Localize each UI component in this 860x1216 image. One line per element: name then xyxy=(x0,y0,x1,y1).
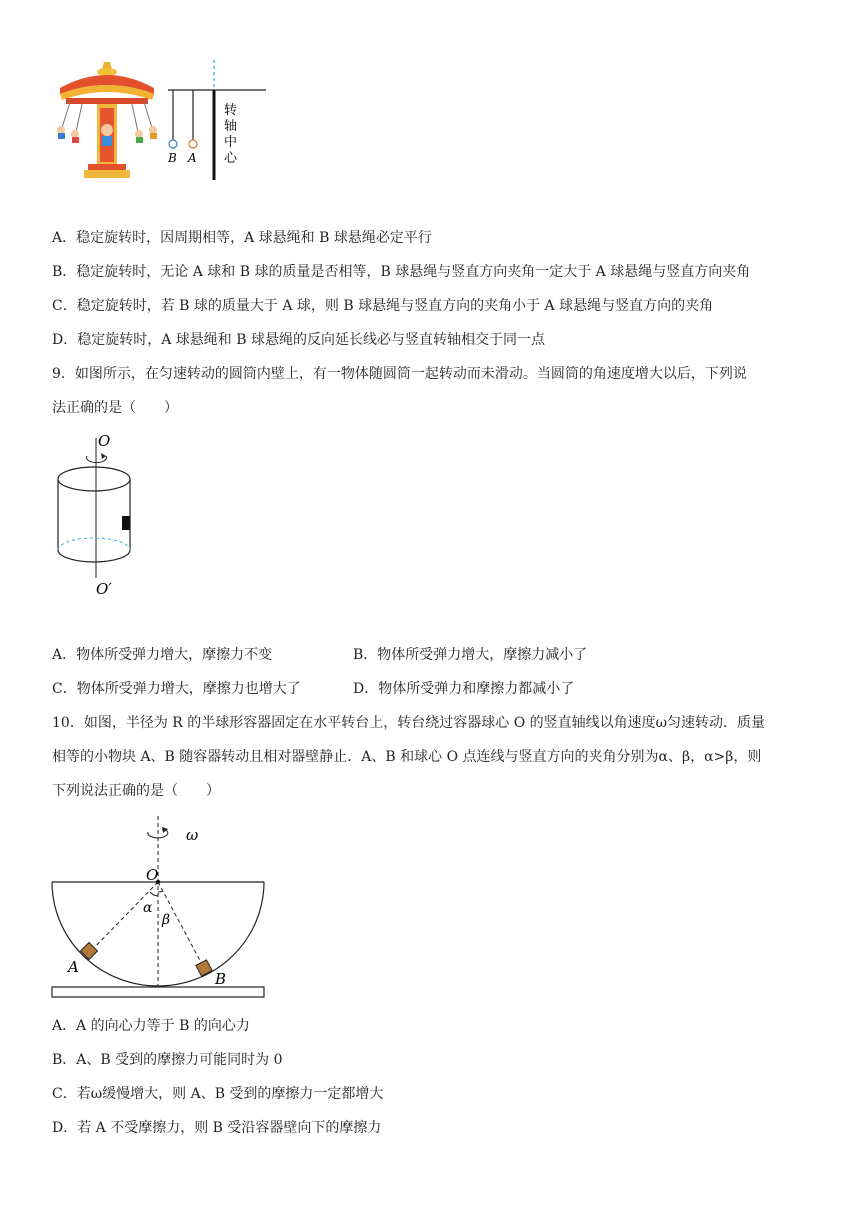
q9-option-d: D．物体所受弹力和摩擦力都减小了 xyxy=(353,681,575,697)
q10-option-d: D．若 A 不受摩擦力，则 B 受沿容器壁向下的摩擦力 xyxy=(52,1120,382,1136)
q8-option-a: A．稳定旋转时，因周期相等，A 球悬绳和 B 球悬绳必定平行 xyxy=(52,230,432,246)
ball-b-label: B xyxy=(168,151,177,165)
q8-option-c: C．稳定旋转时，若 B 球的质量大于 A 球，则 B 球悬绳与竖直方向的夹角小于 A 球悬绳与竖直方向的夹角 xyxy=(52,298,714,314)
q10-stem-line3: 下列说法正确的是（ ） xyxy=(52,783,220,799)
axis-top-label: O xyxy=(98,432,111,450)
q10-option-a: A．A 的向心力等于 B 的向心力 xyxy=(52,1018,250,1034)
omega-label: ω xyxy=(186,826,199,844)
q9-option-c: C．物体所受弹力增大，摩擦力也增大了 xyxy=(52,681,301,697)
block-a-label: A xyxy=(68,958,79,976)
center-o-label: O xyxy=(146,866,159,884)
q9-option-b: B．物体所受弹力增大，摩擦力减小了 xyxy=(353,647,588,663)
q8-option-d: D．稳定旋转时，A 球悬绳和 B 球悬绳的反向延长线必与竖直转轴相交于同一点 xyxy=(52,332,545,348)
q9-stem-line2: 法正确的是（ ） xyxy=(52,400,178,416)
axis-label-char-2: 轴 xyxy=(224,119,238,134)
q9-stem-line1: 9．如图所示，在匀速转动的圆筒内壁上，有一物体随圆筒一起转动而未滑动。当圆筒的角速度增大以后，下列说 xyxy=(52,366,747,382)
beta-label: β xyxy=(162,912,171,928)
axis-bottom-label: O′ xyxy=(96,580,112,598)
q9-option-a: A．物体所受弹力增大，摩擦力不变 xyxy=(52,647,273,663)
axis-label-char-4: 心 xyxy=(224,151,238,166)
conical-pendulum-diagram xyxy=(162,58,272,180)
q10-option-b: B．A、B 受到的摩擦力可能同时为 0 xyxy=(52,1052,283,1068)
q10-option-c: C．若ω缓慢增大，则 A、B 受到的摩擦力一定都增大 xyxy=(52,1086,384,1102)
q8-option-b: B．稳定旋转时，无论 A 球和 B 球的质量是否相等，B 球悬绳与竖直方向夹角一定大于 A 球悬绳与竖直方向夹角 xyxy=(52,264,751,280)
ball-a-label: A xyxy=(188,151,197,165)
axis-label-char-3: 中 xyxy=(224,135,238,150)
block-b-label: B xyxy=(215,970,227,988)
axis-label-char-1: 转 xyxy=(224,103,238,118)
rotating-cylinder-diagram xyxy=(52,432,142,602)
q10-stem-line2: 相等的小物块 A、B 随容器转动且相对器壁静止．A、B 和球心 O 点连线与竖直方向的夹角分别为α、β，α>β，则 xyxy=(52,749,762,765)
alpha-label: α xyxy=(143,900,153,916)
hemisphere-bowl-diagram xyxy=(52,812,268,1000)
q10-stem-line1: 10．如图，半径为 R 的半球形容器固定在水平转台上，转台绕过容器球心 O 的竖直轴线以角速度ω匀速转动．质量 xyxy=(52,715,766,731)
carousel-illustration xyxy=(52,58,162,180)
